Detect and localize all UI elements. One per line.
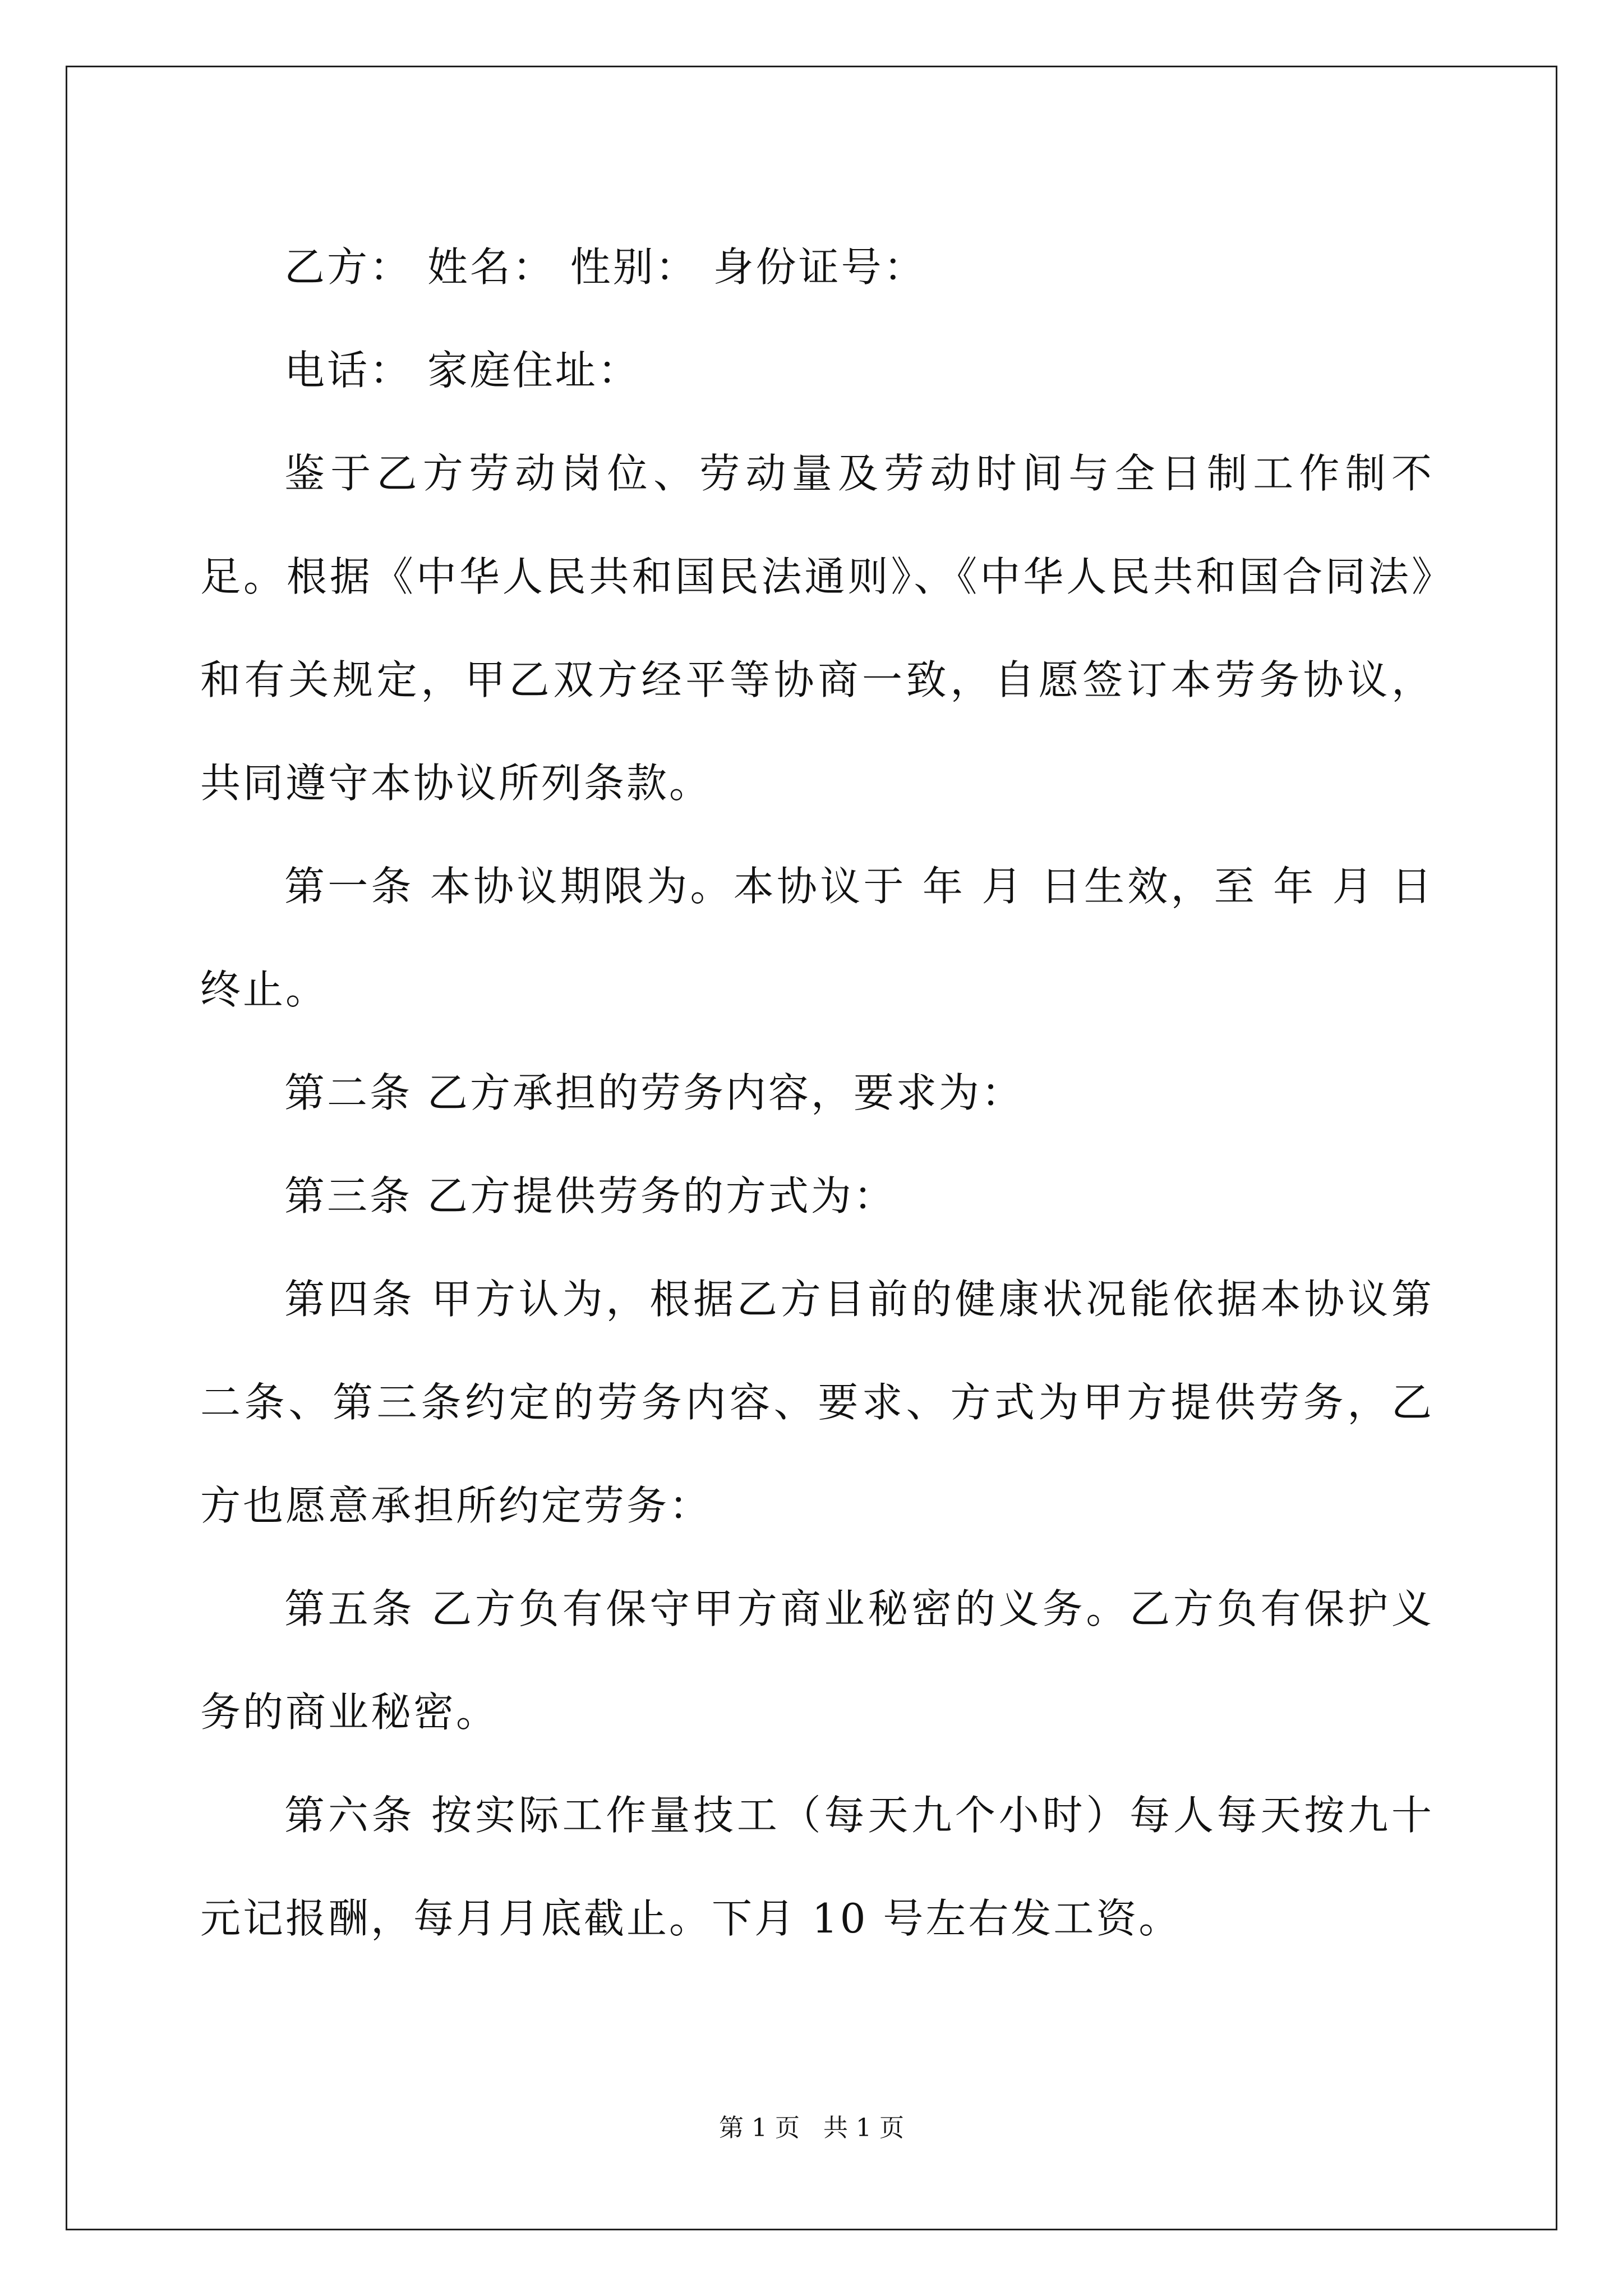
article-1: 第一条 本协议期限为。本协议于 年 月 日生效，至 年 月 日终止。 <box>200 863 1434 1013</box>
article-5: 第五条 乙方负有保守甲方商业秘密的义务。乙方负有保护义务的商业秘密。 <box>200 1585 1434 1736</box>
party-b-info-line: 乙方： 姓名： 性别： 身份证号： <box>284 243 926 291</box>
article-3: 第三条 乙方提供劳务的方式为： <box>284 1172 896 1220</box>
preamble-paragraph: 鉴于乙方劳动岗位、劳动量及劳动时间与全日制工作制不足。根据《中华人民共和国民法通则》、《中华人民共和国合同法》和有关规定，甲乙双方经平等协商一致，自愿签订本劳务协议，共同遵守本协议所列条款。 <box>200 450 1434 807</box>
article-6: 第六条 按实际工作量技工（每天九个小时）每人每天按九十元记报酬，每月月底截止。下月 10 号左右发工资。 <box>200 1792 1434 1942</box>
document-body <box>200 215 1434 1970</box>
article-4: 第四条 甲方认为，根据乙方目前的健康状况能依据本协议第二条、第三条约定的劳务内容、要求、方式为甲方提供劳务，乙方也愿意承担所约定劳务： <box>200 1276 1434 1529</box>
page-number-footer: 第 1 页 共 1 页 <box>719 2114 904 2142</box>
contact-info-line: 电话： 家庭住址： <box>284 347 640 394</box>
article-2: 第二条 乙方承担的劳务内容，要求为： <box>284 1069 1024 1116</box>
